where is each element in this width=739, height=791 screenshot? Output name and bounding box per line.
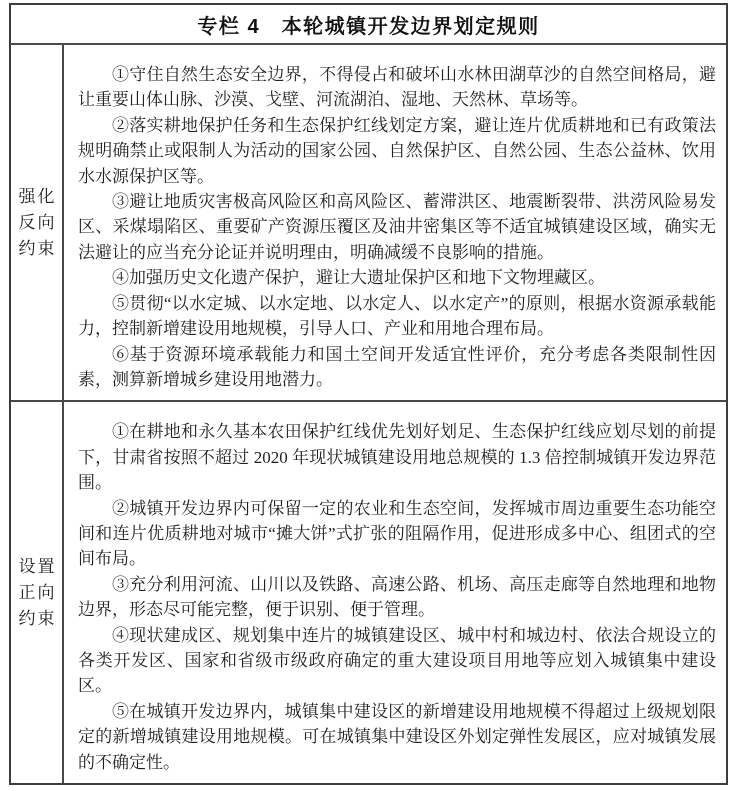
rule-paragraph: ②落实耕地保护任务和生态保护红线划定方案，避让连片优质耕地和已有政策法规明确禁止或限制人为活动的国家公园、自然保护区、自然公园、生态公益林、饮用水水源保护区等。 [78,115,716,186]
row-content-positive-constraints [64,402,726,783]
rule-paragraph: ①守住自然生态安全边界，不得侵占和破坏山水林田湖草沙的自然空间格局，避让重要山体山脉、沙漠、戈壁、河流湖泊、湿地、天然林、草场等。 [78,65,716,110]
label-line: 强化 [18,186,57,206]
row-label-reverse-constraints [11,45,64,400]
row-label-positive-constraints [11,402,64,783]
label-line: 反向 [18,212,57,232]
rule-paragraph: ⑥基于资源环境承载能力和国土空间开发适宜性评价，充分考虑各类限制性因素，测算新增城乡建设用地潜力。 [78,344,716,389]
panel-title: 专栏 4 本轮城镇开发边界划定规则 [11,5,726,45]
rule-paragraph: ②城镇开发边界内可保留一定的农业和生态空间，发挥城市周边重要生态功能空间和连片优质耕地对城市“摊大饼”式扩张的阻隔作用，促进形成多中心、组团式的空间布局。 [78,498,716,569]
rule-paragraph: ①在耕地和永久基本农田保护红线优先划好划足、生态保护红线应划尽划的前提下，甘肃省按照不超过 2020 年现状城镇建设用地总规模的 1.3 倍控制城镇开发边界范围。 [78,422,716,493]
rule-paragraph: ③充分利用河流、山川以及铁路、高速公路、机场、高压走廊等自然地理和地物边界，形态尽可能完整，便于识别、便于管理。 [78,574,716,620]
rules-panel [9,3,728,785]
row-content-reverse-constraints [64,45,726,400]
rule-paragraph: ④现状建成区、规划集中连片的城镇建设区、城中村和城边村、依法合规设立的各类开发区、国家和省级市级政府确定的重大建设项目用地等应划入城镇集中建设区。 [78,625,716,696]
rule-paragraph: ⑤贯彻“以水定城、以水定地、以水定人、以水定产”的原则，根据水资源承载能力，控制新增建设用地规模，引导人口、产业和用地合理布局。 [78,293,716,339]
label-line: 正向 [18,582,57,602]
label-line: 设置 [18,556,57,576]
label-line: 约束 [18,238,57,258]
rule-paragraph: ④加强历史文化遗产保护，避让大遗址保护区和地下文物埋藏区。 [112,268,605,288]
row-positive-constraints [11,402,726,783]
rule-paragraph: ③避让地质灾害极高风险区和高风险区、蓄滞洪区、地震断裂带、洪涝风险易发区、采煤塌陷区、重要矿产资源压覆区及油井密集区等不适宜城镇建设区域，确实无法避让的应当充分论证并说明理由，明确减缓不良影响的措施。 [78,192,716,262]
row-reverse-constraints [11,45,726,402]
rule-paragraph: ⑤在城镇开发边界内，城镇集中建设区的新增建设用地规模不得超过上级规划限定的新增城镇建设用地规模。可在城镇集中建设区外划定弹性发展区，应对城镇发展的不确定性。 [78,701,716,772]
label-line: 约束 [18,608,57,628]
